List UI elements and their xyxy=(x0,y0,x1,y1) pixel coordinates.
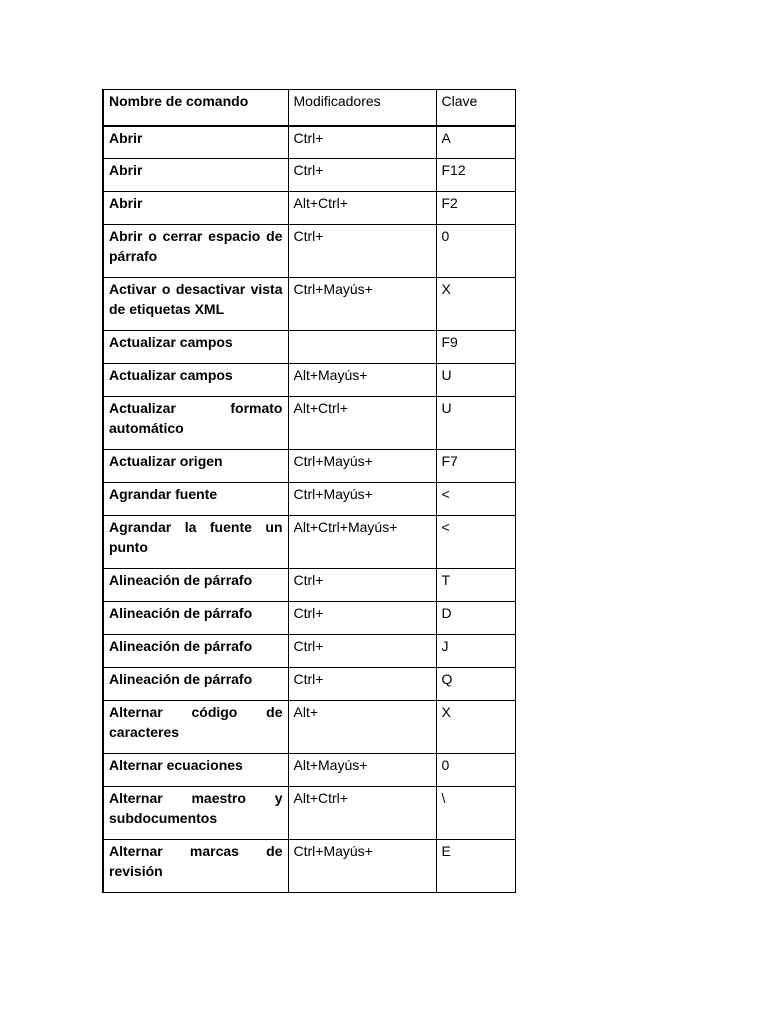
modifiers-cell: Ctrl+ xyxy=(288,635,436,668)
command-name-cell: Alternar maestro y subdocumentos xyxy=(103,787,288,840)
header-command-name: Nombre de comando xyxy=(103,90,288,126)
key-cell: E xyxy=(436,840,515,893)
command-name-cell: Abrir xyxy=(103,159,288,192)
modifiers-cell: Alt+ xyxy=(288,701,436,754)
table-row xyxy=(103,516,515,569)
key-cell: U xyxy=(436,364,515,397)
command-name-cell: Alineación de párrafo xyxy=(103,602,288,635)
table-row xyxy=(103,840,515,893)
key-cell: F12 xyxy=(436,159,515,192)
modifiers-cell: Ctrl+ xyxy=(288,569,436,602)
key-cell: F9 xyxy=(436,331,515,364)
command-name-cell: Alternar código de caracteres xyxy=(103,701,288,754)
modifiers-cell: Alt+Ctrl+ xyxy=(288,192,436,225)
modifiers-cell xyxy=(288,331,436,364)
key-cell: < xyxy=(436,516,515,569)
table-row xyxy=(103,364,515,397)
table-header-row xyxy=(103,90,515,126)
command-name-cell: Alineación de párrafo xyxy=(103,635,288,668)
key-cell: J xyxy=(436,635,515,668)
key-cell: D xyxy=(436,602,515,635)
table-row xyxy=(103,397,515,450)
key-cell: X xyxy=(436,278,515,331)
key-cell: F7 xyxy=(436,450,515,483)
modifiers-cell: Ctrl+ xyxy=(288,225,436,278)
modifiers-cell: Alt+Ctrl+ xyxy=(288,397,436,450)
modifiers-cell: Ctrl+Mayús+ xyxy=(288,483,436,516)
table-row xyxy=(103,569,515,602)
key-cell: < xyxy=(436,483,515,516)
key-cell: X xyxy=(436,701,515,754)
table-row xyxy=(103,159,515,192)
table-row xyxy=(103,450,515,483)
modifiers-cell: Ctrl+ xyxy=(288,668,436,701)
modifiers-cell: Alt+Mayús+ xyxy=(288,364,436,397)
command-name-cell: Abrir xyxy=(103,192,288,225)
command-name-cell: Actualizar origen xyxy=(103,450,288,483)
key-cell: F2 xyxy=(436,192,515,225)
command-name-cell: Alternar marcas de revisión xyxy=(103,840,288,893)
table-row xyxy=(103,635,515,668)
shortcuts-table xyxy=(102,89,516,893)
table-row xyxy=(103,126,515,159)
key-cell: 0 xyxy=(436,754,515,787)
command-name-cell: Alineación de párrafo xyxy=(103,668,288,701)
modifiers-cell: Alt+Ctrl+Mayús+ xyxy=(288,516,436,569)
modifiers-cell: Ctrl+Mayús+ xyxy=(288,840,436,893)
command-name-cell: Abrir xyxy=(103,126,288,159)
table-row xyxy=(103,483,515,516)
table-row xyxy=(103,754,515,787)
modifiers-cell: Ctrl+ xyxy=(288,159,436,192)
header-modifiers: Modificadores xyxy=(288,90,436,126)
modifiers-cell: Alt+Mayús+ xyxy=(288,754,436,787)
table-row xyxy=(103,331,515,364)
modifiers-cell: Ctrl+ xyxy=(288,602,436,635)
command-name-cell: Agrandar fuente xyxy=(103,483,288,516)
modifiers-cell: Alt+Ctrl+ xyxy=(288,787,436,840)
header-key: Clave xyxy=(436,90,515,126)
command-name-cell: Actualizar campos xyxy=(103,331,288,364)
command-name-cell: Alternar ecuaciones xyxy=(103,754,288,787)
table-row xyxy=(103,668,515,701)
command-name-cell: Actualizar formato automático xyxy=(103,397,288,450)
key-cell: A xyxy=(436,126,515,159)
key-cell: T xyxy=(436,569,515,602)
command-name-cell: Alineación de párrafo xyxy=(103,569,288,602)
key-cell: \ xyxy=(436,787,515,840)
key-cell: U xyxy=(436,397,515,450)
key-cell: Q xyxy=(436,668,515,701)
table-row xyxy=(103,787,515,840)
table-row xyxy=(103,225,515,278)
key-cell: 0 xyxy=(436,225,515,278)
modifiers-cell: Ctrl+Mayús+ xyxy=(288,450,436,483)
modifiers-cell: Ctrl+Mayús+ xyxy=(288,278,436,331)
command-name-cell: Activar o desactivar vista de etiquetas XML xyxy=(103,278,288,331)
command-name-cell: Actualizar campos xyxy=(103,364,288,397)
table-row xyxy=(103,701,515,754)
table-row xyxy=(103,602,515,635)
modifiers-cell: Ctrl+ xyxy=(288,126,436,159)
command-name-cell: Agrandar la fuente un punto xyxy=(103,516,288,569)
table-body xyxy=(103,90,515,893)
command-name-cell: Abrir o cerrar espacio de párrafo xyxy=(103,225,288,278)
table-row xyxy=(103,278,515,331)
table-row xyxy=(103,192,515,225)
